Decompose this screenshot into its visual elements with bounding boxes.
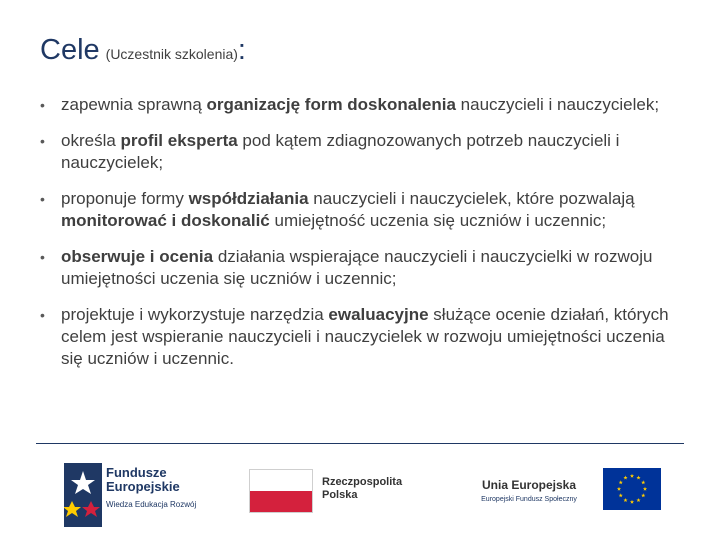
- bullet-text: nauczycieli i nauczycielek;: [455, 95, 660, 114]
- bullet-text: proponuje formy: [61, 189, 189, 208]
- bullet-item: [40, 188, 680, 232]
- bullet-dot: •: [40, 133, 45, 149]
- bullet-text: pod kątem zdiagnozowanych potrzeb nauczycieli i nauczycielek;: [61, 131, 620, 172]
- fundusze-europejskie-logo: [60, 456, 220, 536]
- unia-europejska-logo: [455, 456, 665, 536]
- bullet-item: [40, 94, 680, 116]
- title-subtitle: (Uczestnik szkolenia): [105, 46, 238, 62]
- bullet-bold-text: monitorować i doskonalić: [61, 211, 270, 230]
- logo-strip: [0, 456, 720, 536]
- bullet-bold-text: organizację form doskonalenia: [206, 95, 456, 114]
- bullet-text: umiejętność uczenia się uczniów i uczennic;: [269, 211, 607, 230]
- fundusze-line2: Europejskie: [106, 479, 180, 494]
- bullet-text: zapewnia sprawną: [61, 95, 207, 114]
- bullet-item: [40, 130, 680, 174]
- bullet-item: [40, 246, 680, 290]
- slide-title: [40, 34, 246, 67]
- bullet-bold-text: obserwuje i ocenia: [61, 247, 214, 266]
- bullet-text: określa: [61, 131, 121, 150]
- polska-line1: Rzeczpospolita: [322, 476, 403, 488]
- eu-line2: Europejski Fundusz Społeczny: [481, 496, 577, 503]
- bullet-list: [40, 94, 680, 384]
- bullet-text: służące ocenie działań, których celem jest wspieranie nauczycieli i nauczycielek w rozwoju umiejętności uczenia się uczniów i uczennic.: [61, 305, 669, 368]
- bullet-text: działania wspierające nauczycieli i nauczycielki w rozwoju umiejętności uczenia się uczniów i uczennic;: [61, 247, 653, 288]
- bullet-dot: •: [40, 307, 45, 323]
- polish-flag-icon: [249, 469, 313, 513]
- polska-line2: Polska: [322, 489, 358, 501]
- footer-divider: [36, 443, 684, 444]
- bullet-dot: •: [40, 249, 45, 265]
- bullet-dot: •: [40, 191, 45, 207]
- bullet-text: nauczycieli i nauczycielek, które pozwalają: [308, 189, 635, 208]
- bullet-text: projektuje i wykorzystuje narzędzia: [61, 305, 329, 324]
- rzeczpospolita-logo: [245, 456, 435, 536]
- fundusze-line1: Fundusze: [106, 465, 167, 480]
- eu-flag-icon: [603, 468, 661, 510]
- fundusze-star-icon: [64, 463, 102, 527]
- eu-line1: Unia Europejska: [481, 478, 577, 492]
- bullet-bold-text: współdziałania: [188, 189, 309, 208]
- bullet-bold-text: profil eksperta: [120, 131, 238, 150]
- title-colon: :: [237, 34, 246, 66]
- bullet-bold-text: ewaluacyjne: [328, 305, 429, 324]
- fundusze-line3: Wiedza Edukacja Rozwój: [106, 500, 197, 509]
- title-main: Cele: [40, 34, 100, 66]
- bullet-dot: •: [40, 97, 45, 113]
- bullet-item: [40, 304, 680, 370]
